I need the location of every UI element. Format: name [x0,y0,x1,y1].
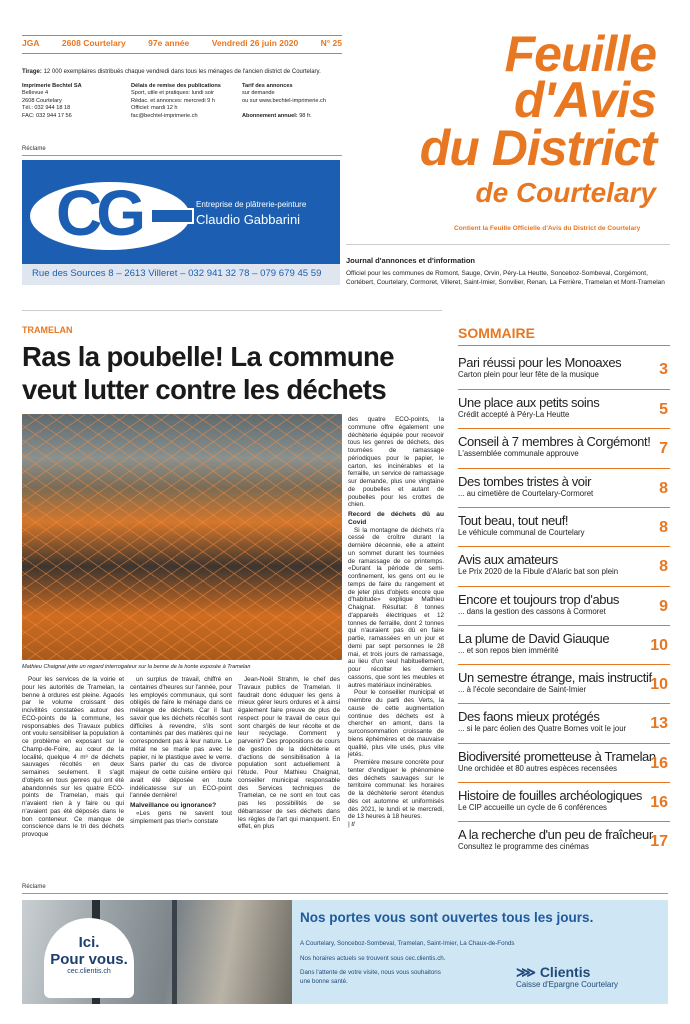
issue-number: N° 25 [320,38,342,48]
reclame-rule-top [22,155,342,156]
page-number: 8 [659,519,668,536]
ad-clientis[interactable] [22,900,668,1004]
header-bottom-rule [22,53,342,54]
article-title: Ras la poubelle! La commune veut lutter contre les déchets [22,341,394,405]
logo-line-2: d'Avis [513,72,656,128]
contient-line: Contient la Feuille Officielle d'Avis du District de Courtelary [454,225,641,232]
sommaire-item[interactable]: Conseil à 7 membres à Corgémont! L'assemblée communale approuve 7 [458,434,668,458]
email-link[interactable]: fac@bechtel-imprimerie.ch [131,112,198,119]
photo-net-pattern [22,414,342,660]
issue-zip: 2608 Courtelary [61,38,126,48]
sommaire-rule-0 [458,345,670,346]
sommaire-rule [458,586,670,587]
sommaire-item[interactable]: Des faons mieux protégés ... si le parc éolien des Quatre Bornes voit le jour 13 [458,709,668,733]
page-number: 16 [650,755,668,772]
ad-line-3: Dans l'attente de votre visite, nous vous souhaitons [300,969,441,976]
article-photo [22,414,342,660]
sommaire-rule [458,428,670,429]
page-number: 10 [650,637,668,654]
page-number: 7 [659,440,668,457]
sommaire-item[interactable]: Biodiversité prometteuse à Tramelan Une orchidée et 80 autres espèces recensées 16 [458,749,668,773]
sommaire-rule [458,703,670,704]
page-number: 13 [650,715,668,732]
sommaire-title: SOMMAIRE [458,325,535,341]
sommaire-rule [458,664,670,665]
sommaire-item[interactable]: Pari réussi pour les Monoaxes Carton plein pour leur fête de la musique 3 [458,355,668,379]
cg-logo-text: CG [56,177,140,249]
journal-subtitle: Journal d'annonces et d'information [346,256,475,265]
ad-badge-url[interactable]: cec.clientis.ch [67,968,111,975]
sommaire-item[interactable]: Tout beau, tout neuf! Le véhicule communal de Courtelary 8 [458,513,668,537]
page-number: 10 [650,676,668,693]
clientis-logo: ⋙ Clientis [516,964,591,980]
sommaire-item[interactable]: La plume de David Giauque ... et son repos bien immérité 10 [458,631,668,655]
ad-address: Rue des Sources 8 – 2613 Villeret – 032 941 32 78 – 079 679 45 59 [32,268,322,279]
page-number: 16 [650,794,668,811]
sommaire-rule [458,821,670,822]
sommaire-rule [458,389,670,390]
sommaire-item[interactable]: Une place aux petits soins Crédit accepté à Péry-La Heutte 5 [458,395,668,419]
reclame-rule-bottom [22,893,668,894]
ad-text-panel [292,900,668,1004]
website-link[interactable]: ou sur www.bechtel-imprimerie.ch [242,97,326,104]
logo-rule [346,244,670,245]
ad-company-type: Entreprise de plâtrerie-peinture [196,200,307,209]
ad-gabbarini[interactable] [22,160,340,285]
photo-caption: Mathieu Chaignat jette un regard interrogateur sur la benne de la honte exposée à Tramelan [22,664,251,670]
issue-date: Vendredi 26 juin 2020 [211,38,299,48]
tirage-line: Tirage: 12 000 exemplaires distribués chaque vendredi dans tous les ménages de l'ancien district de Courtelary. [22,69,321,75]
issue-jga: JGA [22,38,40,48]
page-number: 8 [659,558,668,575]
sommaire-item[interactable]: Des tombes tristes à voir ... au cimetière de Courtelary-Cormoret 8 [458,474,668,498]
sommaire-rule [458,743,670,744]
ad-headline: Nos portes vous sont ouvertes tous les jours. [300,910,594,925]
reclame-label-top: Réclame [22,146,46,152]
header-top-rule [22,35,342,36]
ad-line-4: une bonne santé. [300,978,348,985]
article-col-3: Jean-Noël Strahm, le chef des Travaux publics de Tramelan. Il faudrait donc éduquer les gens à mieux gérer leurs ordures et à ainsi également faire preuve de plus de respect pour le travail de ceux qui sont chargés de leur récolte et de leur recyclage. Comment y parvenir? Des propositions de cours de gestion de la déchèterie et d'actions de sensibilisation à la population sont actuellement à l'étude. Pour Mathieu Chaignat, conseiller municipal responsable des Services techniques de Tramelan, ce ne sont en tout cas pas les possibilités de se débarrasser de ses déchets dans les règles de l'art qui manquent. En effet, en plus [238,676,340,831]
page-number: 5 [659,401,668,418]
ad-badge: Ici. Pour vous. cec.clientis.ch [44,918,134,998]
logo-line-4: de Courtelary [475,177,656,208]
logo-line-3: du District [419,120,656,176]
clientis-icon: ⋙ [516,964,536,980]
tarif-info: Tarif des annonces sur demande ou sur www.bechtel-imprimerie.ch Abonnement annuel: 98 fr. [242,83,352,121]
sommaire-item[interactable]: Un semestre étrange, mais instructif ... à l'école secondaire de Saint-Imier 10 [458,670,668,694]
article-kicker: TRAMELAN [22,325,73,335]
page-number: 8 [659,480,668,497]
officiel-communes: Officiel pour les communes de Romont, Sauge, Orvin, Péry-La Heutte, Sonceboz-Sombeval, Corgémont, Cortébert, Courtelary, Cormoret, Villeret, Saint-Imier, Sonvilier, Renan, La Ferrière, Tramelan et Mont-Tramelan [346,270,665,286]
ad-line-2: Nos horaires actuels se trouvent sous cec.clientis.ch. [300,955,446,962]
clientis-subtitle: Caisse d'Epargne Courtelary [516,980,619,989]
sommaire-rule [458,468,670,469]
sommaire-item[interactable]: A la recherche d'un peu de fraîcheur Consultez le programme des cinémas 17 [458,827,668,851]
ad-photo-pillar-2 [172,900,177,1004]
article-col-4: des quatre ECO-points, la commune offre également une déchèterie équipée pour recevoir tous les genres de déchets, des tournées de ramassage périodiques pour le papier, le carton, les incinérables et la ferraille, un service de ramassage sur demande, plus une vingtaine de poubelles et autant de poubelles pour les crottes de chien. Record de déchets dû au Covid Si la montagne de déchets n'a cessé de croître durant la dernière décennie, elle a atteint un sommet durant les tournées de ramassage de ce printemps. «Durant la période de semi-confinement, les gens ont eu le temps de faire du rangement et de jeter plus d'objets encore que d'habitude» explique Mathieu Chaignat. Résultat: 8 tonnes d'appareils électriques et 12 tonnes de ferraille, dont 2 tonnes qui n'auraient pas dû en faire partie, ramassées en un jour et demi par sept personnes le 28 mai, et trois jours de ramassage, au lieu d'un seul habituellement, pour récolter les derniers cassons, que sont les meubles et autres matériaux incinérables. Pour le conseiller municipal et membre du parti des Verts, la cause de cette augmentation continue des déchets est à chercher en amont, dans la surconsommation croissante de biens éphémères et de mauvaise qualité, plus vite usés, plus vite jetés. Première mesure concrète pour tenter d'endiguer le phénomène des déchets sauvages sur le territoire communal: les horaires de la déchèterie seront étendus dès cet automne et uniformisés dès 2021, le lundi et le mercredi, de 13 heures à 18 heures. | tl [348,416,444,828]
printer-info: Imprimerie Bechtel SA Bellevue 4 2608 Courtelary Tél.: 032 944 18 18 FAC: 032 944 17 56 [22,83,82,119]
reclame-label-bottom: Réclame [22,884,46,890]
sommaire-rule [458,625,670,626]
sommaire-rule [458,546,670,547]
issue-bar [22,38,342,52]
ad-line-1: A Courtelary, Sonceboz-Sombeval, Tramelan, Saint-Imier, La Chaux-de-Fonds [300,940,515,947]
page-number: 3 [659,361,668,378]
sommaire-item[interactable]: Encore et toujours trop d'abus ... dans la gestion des cassons à Cormoret 9 [458,592,668,616]
article-top-rule [22,310,442,311]
article-col-2: un surplus de travail, chiffré en centaines d'heures sur l'année, pour les employés communaux, qui sont obligés de faire le ménage dans ce mélange de déchets. Car il faut savoir que les déchets récoltés sont difficiles à revendre, s'ils sont contaminés par des matières qui ne correspondent pas à leur nature. Le métal ne se marie pas avec le papier, ni le plastique avec le verre. Sans parler du cas de divorce majeur de cette cuisine entière qui avait été déposée en toute indélicatesse sur un ECO-point l'année dernière! Malveillance ou ignorance? «Les gens ne savent tout simplement pas trier!» constate [130,676,232,825]
sommaire-item[interactable]: Histoire de fouilles archéologiques Le CIP accueille un cycle de 6 conférences 16 [458,788,668,812]
page-number: 9 [659,598,668,615]
ad-company-name: Claudio Gabbarini [196,212,301,227]
article-col-1: Pour les services de la voirie et pour les autorités de Tramelan, la benne à ordures est pleine. Agacés par le volume croissant des incivilités constatées autour des ECO-points de la commune, les responsables des Travaux publics ont voulu sensibiliser la population à ce problème en exposant sur le Champ-de-Foire, au cœur de la localité, quelque 4 m³ de déchets sauvages récoltés en deux semaines seulement. Il s'agit d'objets en tous genres qui ont été abandonnés sur les quatre ECO-points de Tramelan, mais qui n'avaient rien à y faire ou qui n'avaient pas été déposés dans le bon conteneur. Ce manque de conscience dans le tri des déchets provoque [22,676,124,838]
sommaire-rule [458,507,670,508]
logo-line-1: Feuille [504,26,656,82]
paint-roller-icon [150,208,194,224]
issue-year: 97e année [148,38,190,48]
deadlines-info: Délais de remise des publications Sport, utile et pratiques: lundi soir Rédac. et annonces: mercredi 9 h Officiel: mardi 12 h fac@bechtel-imprimerie.ch [131,83,241,120]
sommaire-item[interactable]: Avis aux amateurs Le Prix 2020 de la Fibule d'Alaric bat son plein 8 [458,552,668,576]
page-number: 17 [650,833,668,850]
sommaire-rule [458,782,670,783]
